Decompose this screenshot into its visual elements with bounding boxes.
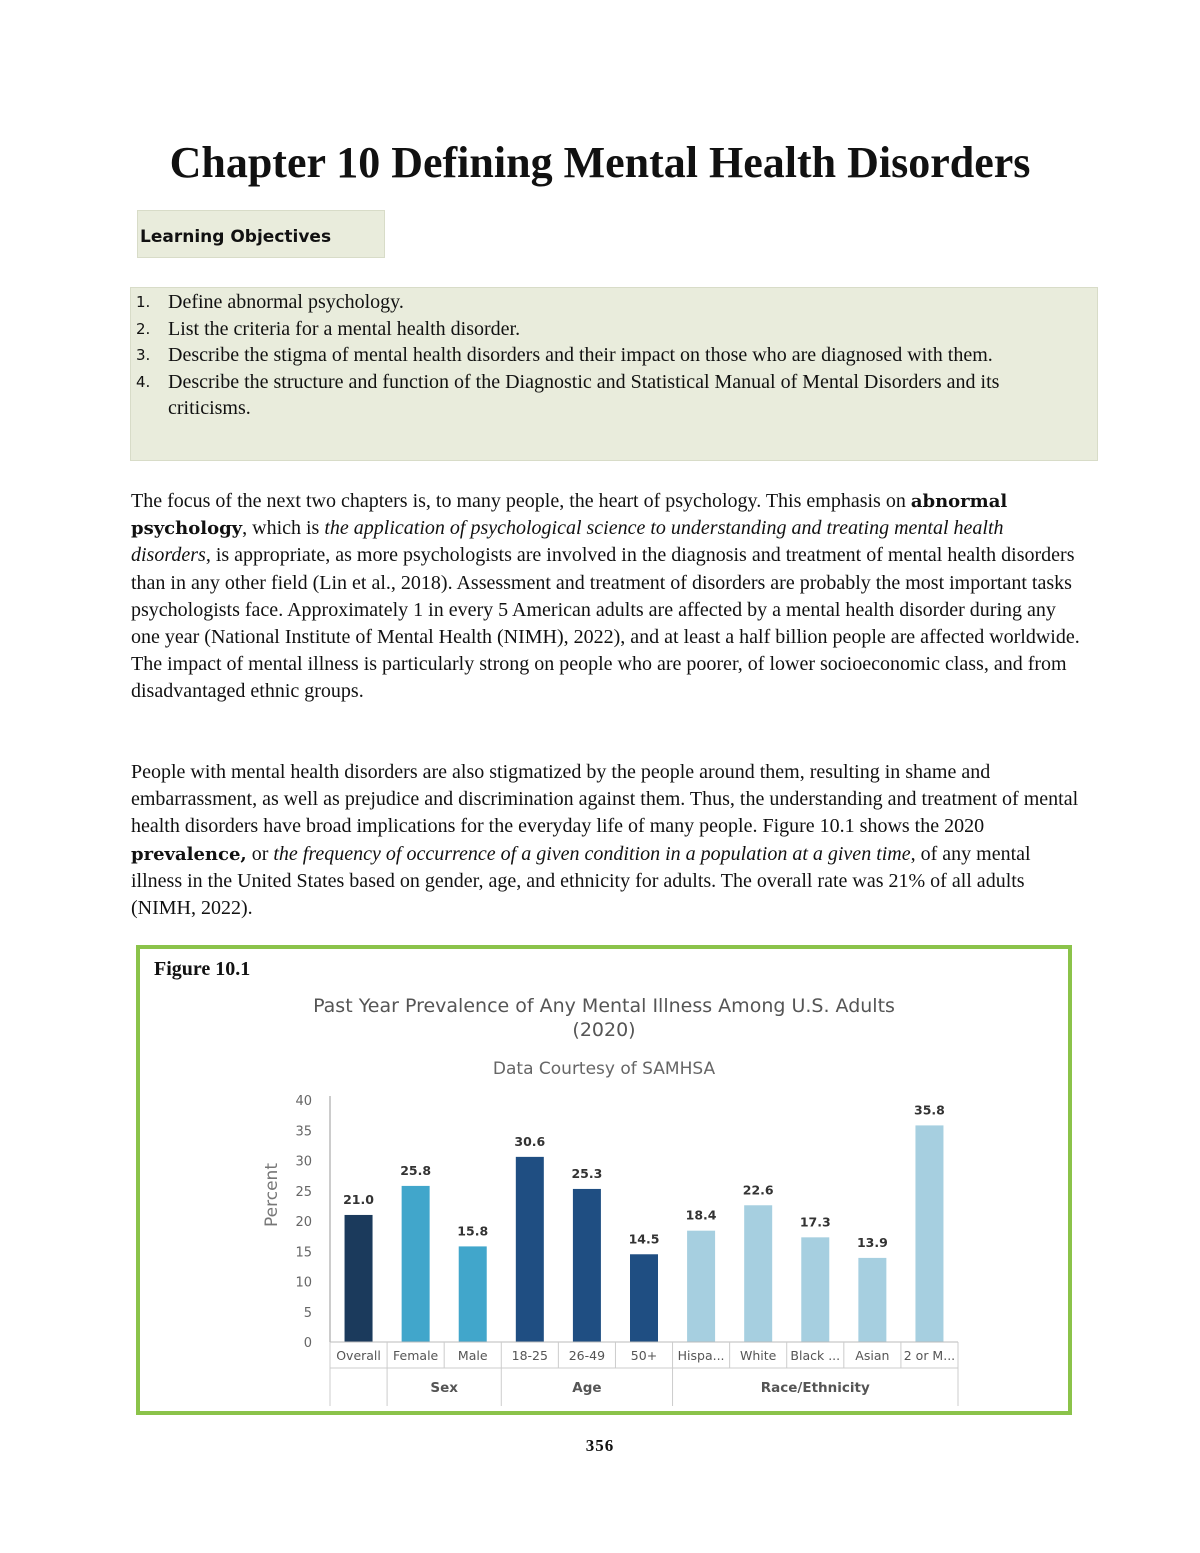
x-tick-label: Overall: [336, 1348, 381, 1363]
bar: [915, 1125, 943, 1342]
bar: [345, 1215, 373, 1342]
bar: [630, 1254, 658, 1342]
bar: [573, 1189, 601, 1342]
paragraph-text: The focus of the next two chapters is, to many people, the heart of psychology. This emphasis on: [131, 490, 911, 512]
bar-value-label: 30.6: [514, 1133, 546, 1149]
objective-number: 1.: [136, 293, 151, 311]
x-tick-label: Female: [393, 1348, 439, 1363]
x-tick-label: Black ...: [790, 1348, 841, 1363]
objective-number: 3.: [136, 346, 151, 364]
bar: [801, 1237, 829, 1342]
figure-label: Figure 10.1: [154, 958, 251, 980]
prevalence-bar-chart: [140, 949, 1068, 1411]
objective-item: [131, 342, 1099, 369]
objective-item: [131, 289, 1099, 316]
bar: [858, 1258, 886, 1342]
bar-value-label: 17.3: [799, 1214, 831, 1230]
x-group-label: Age: [572, 1380, 602, 1396]
y-tick-label: 15: [295, 1245, 312, 1261]
y-tick-label: 10: [295, 1275, 312, 1291]
x-tick-label: 50+: [630, 1348, 658, 1363]
x-tick-label: 2 or M...: [903, 1348, 956, 1363]
objective-item: [131, 316, 1099, 343]
bar-value-label: 35.8: [914, 1102, 945, 1118]
bar: [744, 1205, 772, 1342]
objective-number: 4.: [136, 372, 151, 391]
y-tick-label: 40: [295, 1094, 312, 1109]
bar-value-label: 13.9: [856, 1234, 888, 1250]
bar: [687, 1231, 715, 1342]
x-tick-label: 26-49: [568, 1348, 606, 1363]
bar: [516, 1157, 544, 1342]
bar: [402, 1186, 430, 1342]
paragraph-text: , which is: [242, 517, 325, 540]
y-tick-label: 25: [295, 1184, 312, 1200]
y-tick-label: 5: [303, 1305, 312, 1321]
x-axis-group: [330, 1342, 958, 1406]
chart-y-axis-label: Percent: [262, 1163, 282, 1227]
bar-value-label: 22.6: [742, 1182, 774, 1198]
objective-text: Describe the stigma of mental health disorders and their impact on those who are diagnosed with them.: [168, 344, 993, 366]
bar-value-label: 18.4: [685, 1207, 717, 1223]
page-number: 356: [585, 1436, 615, 1455]
body-paragraph-prevalence: [131, 759, 1081, 922]
bar-value-label: 14.5: [628, 1231, 660, 1247]
body-paragraph-abnormal-psychology: [131, 488, 1081, 706]
bar-value-label: 21.0: [343, 1191, 374, 1207]
definition-text: the application of psychological science to understanding and treating mental health disorders: [131, 517, 1004, 567]
paragraph-text: , of any mental illness in the United States based on gender, age, and ethnicity for adults. The overall rate was 21% of all adults (NIMH, 2022).: [131, 842, 1031, 920]
objective-item: [131, 369, 1099, 422]
chart-title-line1: Past Year Prevalence of Any Mental Illness Among U.S. Adults: [313, 995, 895, 1017]
paragraph-text: , is appropriate, as more psychologists are involved in the diagnosis and treatment of mental health disorders than in any other field (Lin et al., 2018). Assessment and treatment of disorders are probably the most important tasks psychologists face. Approximately 1 in every 5 American adults are affected by a mental health disorder during any one year (National Institute of Mental Health (NIMH), 2022), and at least a half billion people are affected worldwide. The impact of mental illness is particularly strong on people who are poorer, of lower socioeconomic class, and from disadvantaged ethnic groups.: [131, 544, 1080, 703]
definition-text: the frequency of occurrence of a given condition in a population at a given time: [273, 842, 911, 865]
learning-objectives-header-text: Learning Objectives: [140, 227, 332, 247]
y-axis-ticks: [295, 1094, 330, 1351]
y-tick-label: 35: [295, 1124, 312, 1140]
learning-objectives-box: [130, 287, 1098, 461]
paragraph-text: or: [246, 842, 274, 865]
key-term-abnormal-psychology: abnormal psychology: [131, 491, 1008, 540]
objective-text: Describe the structure and function of the Diagnostic and Statistical Manual of Mental Disorders and its criticisms.: [168, 370, 1000, 419]
chapter-title: Chapter 10 Defining Mental Health Disorders: [169, 138, 1031, 187]
y-tick-label: 0: [303, 1336, 312, 1351]
chart-subtitle: Data Courtesy of SAMHSA: [492, 1059, 716, 1079]
bar-value-label: 25.8: [400, 1162, 432, 1178]
x-tick-label: Asian: [855, 1348, 890, 1363]
x-tick-label: 18-25: [511, 1348, 548, 1363]
objective-number: 2.: [136, 319, 151, 338]
objective-text: Define abnormal psychology.: [168, 291, 404, 313]
learning-objectives-header: [137, 210, 385, 258]
x-tick-label: Male: [457, 1348, 488, 1363]
value-labels-group: [343, 1102, 945, 1249]
x-tick-label: Hispa...: [677, 1348, 725, 1363]
x-group-label: Sex: [430, 1380, 458, 1396]
learning-objectives-list: [131, 289, 1099, 422]
x-tick-label: White: [740, 1348, 777, 1363]
key-term-prevalence: prevalence,: [131, 843, 247, 865]
chart-title-line2: (2020): [572, 1019, 636, 1041]
bar-value-label: 25.3: [571, 1165, 603, 1181]
bar-value-label: 15.8: [457, 1223, 489, 1239]
paragraph-text: People with mental health disorders are also stigmatized by the people around them, resulting in shame and embarrassment, as well as prejudice and discrimination against them. Thus, the understanding and treatment of mental health disorders have broad implications for the everyday life of many people. Figure 10.1 shows the 2020: [131, 761, 1079, 838]
objective-text: List the criteria for a mental health disorder.: [168, 317, 521, 340]
y-tick-label: 30: [295, 1154, 312, 1170]
bar: [459, 1246, 487, 1342]
x-group-label: Race/Ethnicity: [760, 1380, 870, 1396]
y-tick-label: 20: [295, 1215, 312, 1230]
